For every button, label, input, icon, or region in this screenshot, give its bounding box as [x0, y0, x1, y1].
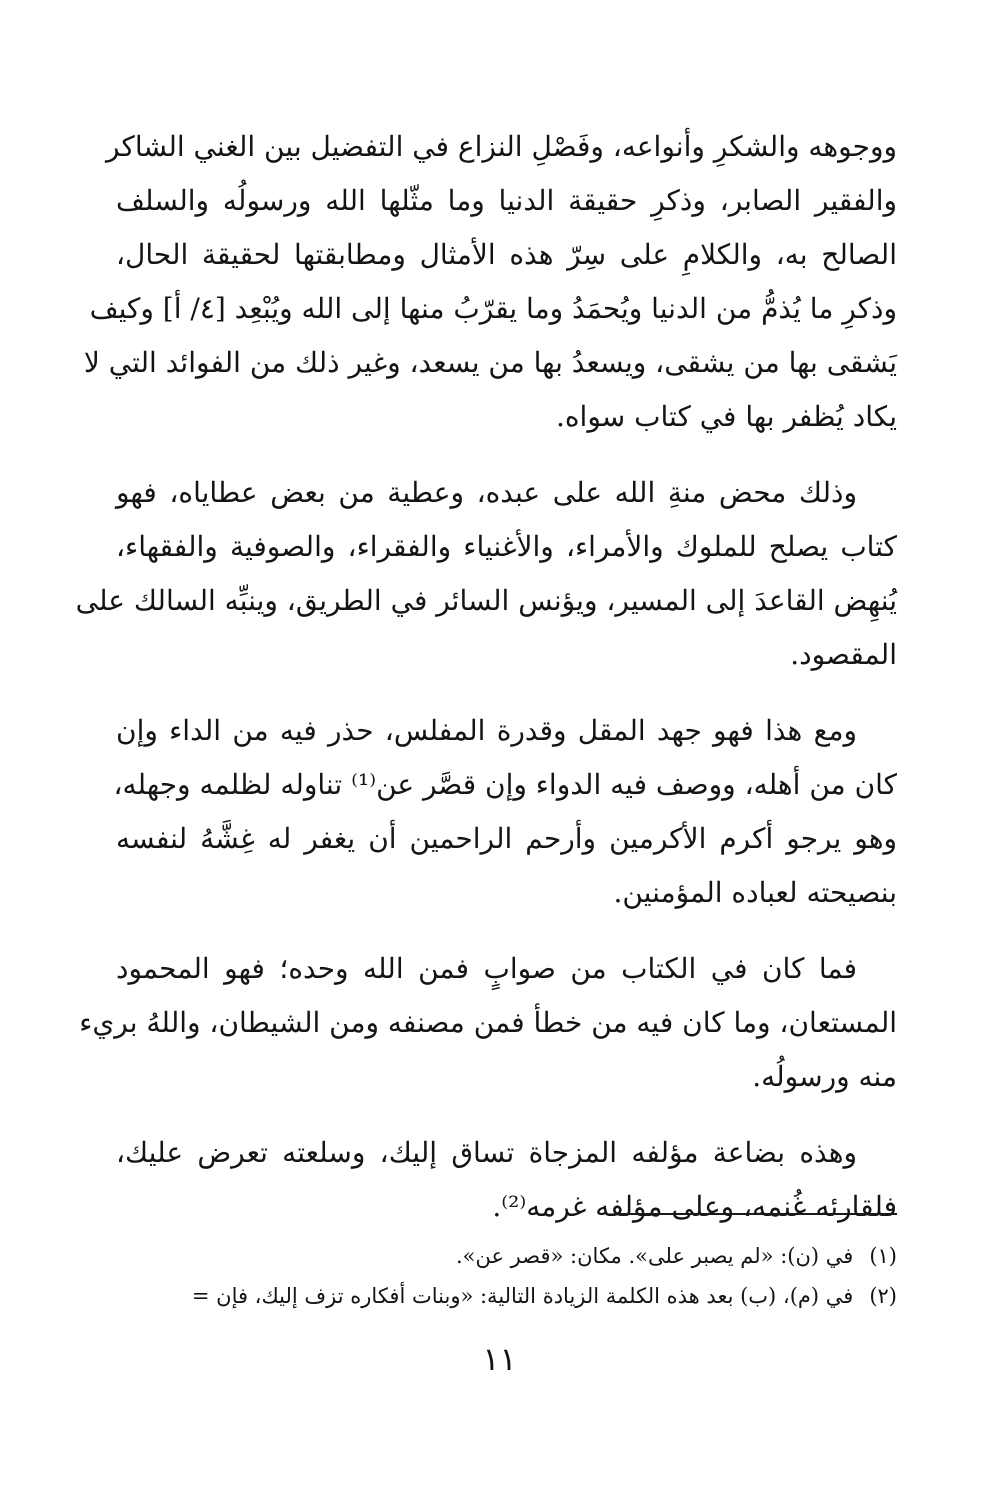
text-line: ووجوهه والشكرِ وأنواعه، وفَصْلِ النزاع في التفضيل بين الغني الشاكر	[106, 130, 897, 163]
footnote-text: في (ن): «لم يصبر على». مكان: «قصر عن».	[455, 1244, 854, 1268]
text-line: يَشقى بها من يشقى، ويسعدُ بها من يسعد، وغير ذلك من الفوائد التي لا	[83, 346, 897, 379]
text-line: وذكرِ ما يُذمُّ من الدنيا ويُحمَدُ وما يقرّبُ منها إلى الله ويُبْعِد [٤/ أ] وكيف	[89, 292, 897, 325]
footnote-1	[100, 1236, 897, 1276]
text-line: منه ورسولُه.	[752, 1060, 897, 1093]
footnote-number: (١)	[869, 1244, 897, 1268]
footnote-2	[100, 1276, 897, 1316]
paragraph-5	[116, 1126, 897, 1234]
text-line: يُنهِض القاعدَ إلى المسير، ويؤنس السائر في الطريق، وينبِّه السالك على	[75, 584, 897, 617]
footnote-text: في (م)، (ب) بعد هذه الكلمة الزيادة التالية: «وبنات أفكاره تزف إليك، فإن =	[191, 1284, 854, 1308]
text-line: وهو يرجو أكرم الأكرمين وأرحم الراحمين أن يغفر له غِشَّهُ لنفسه	[116, 822, 897, 855]
text-line: وذلك محض منةِ الله على عبده، وعطية من بعض عطاياه، فهو	[116, 476, 857, 509]
paragraph-1	[83, 120, 897, 444]
footnote-number: (٢)	[869, 1284, 897, 1308]
text-line: وهذه بضاعة مؤلفه المزجاة تساق إليك، وسلعته تعرض عليك،	[116, 1136, 857, 1169]
main-text	[75, 120, 897, 1256]
text-line: ومع هذا فهو جهد المقل وقدرة المفلس، حذر فيه من الداء وإن	[116, 714, 857, 747]
text-line: والفقير الصابر، وذكرِ حقيقة الدنيا وما مثّلها الله ورسولُه والسلف	[116, 184, 897, 217]
text-line: المقصود.	[790, 638, 897, 671]
text-line: فما كان في الكتاب من صوابٍ فمن الله وحده؛ فهو المحمود	[116, 952, 857, 985]
footnote-separator	[615, 1213, 897, 1215]
text-line: كتاب يصلح للملوك والأمراء، والأغنياء والفقراء، والصوفية والفقهاء،	[116, 530, 897, 563]
paragraph-3	[113, 704, 897, 920]
text-line: كان من أهله، ووصف فيه الدواء وإن قصَّر عن⁽¹⁾ تناوله لظلمه وجهله،	[113, 768, 897, 801]
text-line: الصالح به، والكلامِ على سِرّ هذه الأمثال ومطابقتها لحقيقة الحال،	[116, 238, 897, 271]
text-line: المستعان، وما كان فيه من خطأ فمن مصنفه ومن الشيطان، واللهُ بريء	[79, 1006, 897, 1039]
text-line: فلقارئه غُنمه، وعلى مؤلفه غرمه⁽²⁾.	[492, 1190, 897, 1223]
footnotes	[100, 1236, 897, 1316]
text-line: يكاد يُظفر بها في كتاب سواه.	[555, 400, 897, 433]
text-line: بنصيحته لعباده المؤمنين.	[613, 876, 897, 909]
paragraph-4	[79, 942, 897, 1104]
paragraph-2	[75, 466, 897, 682]
page-number: ١١	[482, 1340, 517, 1378]
